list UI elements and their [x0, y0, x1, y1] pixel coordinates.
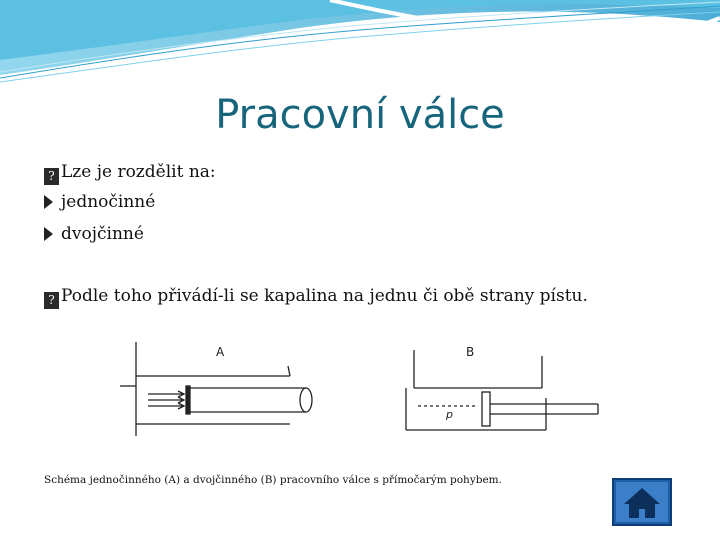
sub-bullet-text: jednočinné: [61, 192, 156, 212]
diagram-caption: Schéma jednočinného (A) a dvojčinného (B) pracovního válce s přímočarým pohybem.: [44, 474, 502, 486]
bullet-text: Podle toho přivádí-li se kapalina na jednu či obě strany pístu.: [61, 286, 588, 306]
double-acting-cylinder-b: [406, 350, 598, 430]
home-icon: [612, 478, 672, 526]
sub-bullet-2: [44, 224, 144, 244]
arrow-bullet-icon: [44, 227, 53, 241]
label-a: A: [216, 345, 225, 359]
label-p: p: [446, 408, 453, 421]
slide-title: Pracovní válce: [215, 92, 505, 138]
sub-bullet-text: dvojčinné: [61, 224, 144, 244]
bullet-glyph: ?: [44, 168, 59, 185]
header-wave-decoration: [0, 0, 720, 90]
bullet-glyph: ?: [44, 292, 59, 309]
cylinder-diagram: [118, 336, 618, 446]
sub-bullet-1: [44, 192, 155, 212]
home-button[interactable]: [612, 478, 672, 526]
bullet-text: Lze je rozdělit na:: [61, 162, 216, 182]
arrow-bullet-icon: [44, 195, 53, 209]
bullet-point-1: [44, 162, 216, 185]
bullet-point-2: [44, 286, 588, 309]
label-b: B: [466, 345, 475, 359]
